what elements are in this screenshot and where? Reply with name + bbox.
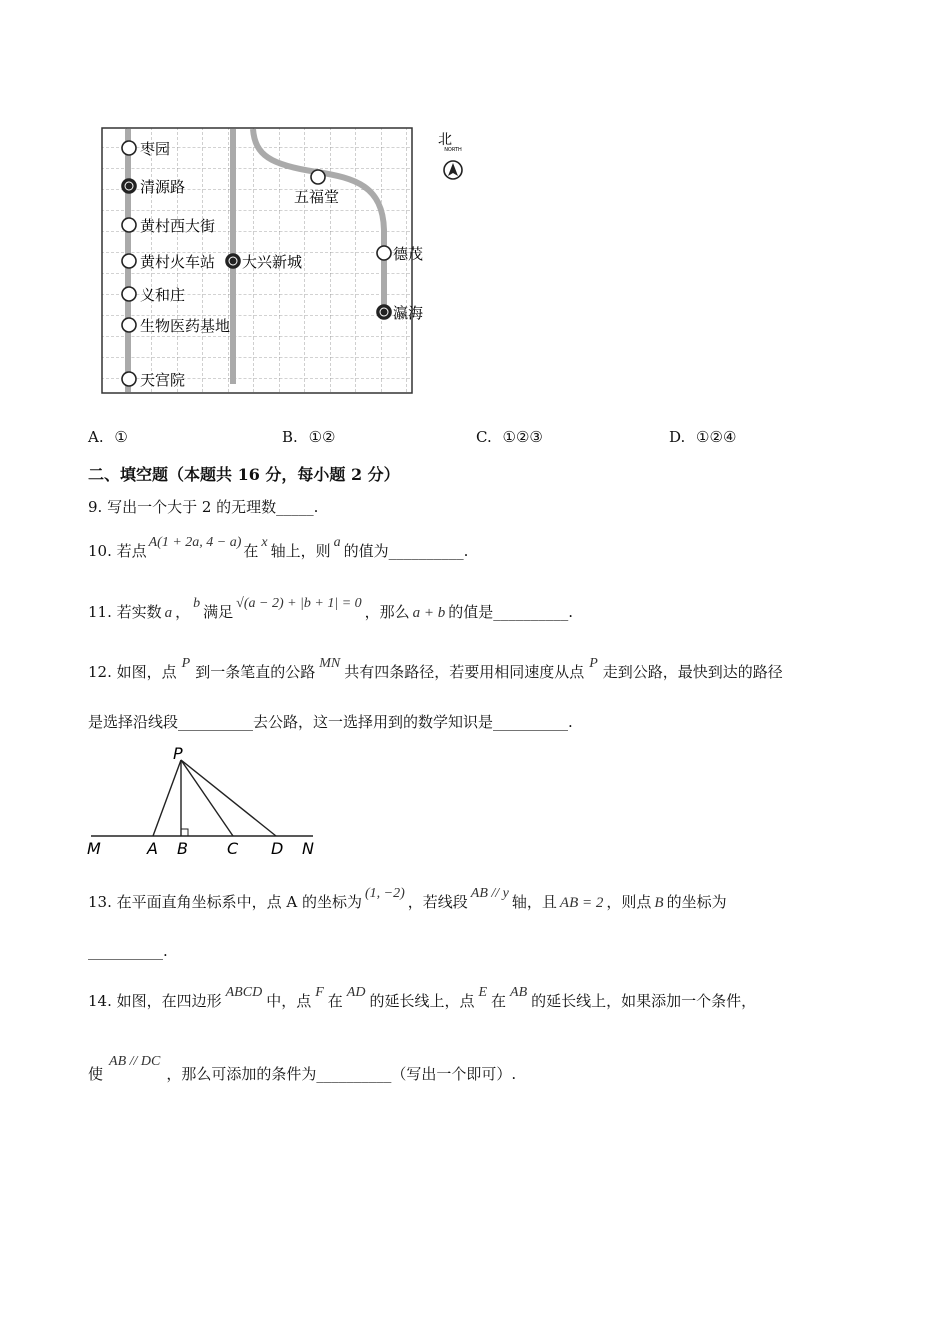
q13-text: ，则点 — [606, 893, 652, 911]
question-12-line2: 是选择沿线段__________去公路，这一选择用到的数学知识是__________. — [88, 713, 573, 731]
q10-point-expr: A(1 + 2a, 4 − a) — [148, 535, 242, 550]
q13-coord-expr: (1, −2) — [365, 886, 405, 901]
station-huangcunhuochezhan — [122, 254, 136, 268]
q11-text: 11. 若实数 — [88, 603, 162, 621]
q14-ad-var: AD — [346, 985, 366, 1000]
option-d-letter: D. — [669, 428, 686, 446]
station-tiangongyuan — [122, 372, 136, 386]
station-shengwuyiyaojidi — [122, 318, 136, 332]
question-14 — [88, 985, 757, 1011]
q12-mn-var: MN — [319, 656, 341, 671]
q14-ab-var: AB — [510, 985, 528, 1000]
q13-text: 的坐标为 — [666, 893, 727, 911]
label-qingyuanlu: 清源路 — [140, 178, 186, 196]
section-header: 二、填空题（本题共 16 分，每小题 2 分） — [88, 465, 400, 484]
question-13 — [88, 886, 727, 912]
option-d — [669, 428, 736, 446]
station-yihezhuang — [122, 287, 136, 301]
q11-equation: √(a − 2) + |b + 1| = 0 — [236, 596, 362, 611]
q10-text: 的值为__________. — [343, 542, 469, 560]
label-d: D — [271, 839, 284, 858]
q12-text: 共有四条路径，若要用相同速度从点 — [344, 663, 585, 681]
station-demao — [377, 246, 391, 260]
q12-text: 到一条笔直的公路 — [195, 663, 316, 681]
option-b — [282, 428, 335, 446]
option-b-text: ①② — [308, 428, 336, 446]
q11-text: ，那么 — [364, 603, 410, 621]
q14-text: ，那么可添加的条件为__________（写出一个即可）. — [166, 1065, 517, 1083]
q13-text: 13. 在平面直角坐标系中，点 A 的坐标为 — [88, 893, 362, 911]
option-c-letter: C. — [476, 428, 492, 446]
label-b: B — [177, 839, 188, 858]
q14-text: 使 — [88, 1065, 104, 1083]
q14-condition-expr: AB // DC — [109, 1054, 161, 1069]
label-c: C — [227, 839, 239, 858]
option-c — [476, 428, 543, 446]
subway-map — [95, 120, 485, 405]
option-d-text: ①②④ — [696, 428, 737, 446]
station-ring — [380, 308, 388, 316]
q12-text: 走到公路，最快到达的路径 — [602, 663, 783, 681]
q11-text: 满足 — [203, 603, 234, 621]
station-ring — [125, 182, 133, 190]
q11-b-var: b — [193, 596, 201, 611]
label-shengwuyiyaojidi: 生物医药基地 — [140, 317, 231, 335]
station-huangcunxidajie — [122, 218, 136, 232]
q11-a-var: a — [164, 605, 173, 621]
question-11 — [88, 596, 574, 622]
station-zaoyuan — [122, 141, 136, 155]
q10-text: 轴上，则 — [270, 542, 331, 560]
north-sublabel: NORTH — [444, 147, 462, 153]
option-b-letter: B. — [282, 428, 298, 446]
label-wufutang: 五福堂 — [294, 188, 340, 206]
figure-12 — [85, 742, 325, 862]
label-daxingxincheng: 大兴新城 — [242, 253, 303, 271]
label-p: P — [173, 744, 183, 763]
q12-p-var: P — [589, 656, 598, 671]
station-ring — [229, 257, 237, 265]
q11-text: 的值是__________. — [448, 603, 574, 621]
station-wufutang — [311, 170, 325, 184]
q14-quad-var: ABCD — [225, 985, 263, 1000]
option-a — [88, 428, 128, 446]
option-a-text: ① — [114, 428, 128, 446]
q14-text: 的延长线上，点 — [369, 992, 475, 1010]
q11-text: ， — [175, 603, 191, 621]
option-c-text: ①②③ — [502, 428, 543, 446]
q12-text: 12. 如图，点 — [88, 663, 177, 681]
q12-p-var: P — [181, 656, 191, 671]
question-12 — [88, 656, 783, 682]
north-arrow-icon — [444, 161, 462, 179]
q13-text: ，若线段 — [407, 893, 468, 911]
q14-text: 在 — [491, 992, 507, 1010]
option-a-letter: A. — [88, 428, 104, 446]
segment-pd — [181, 760, 276, 836]
question-13-line2: __________. — [88, 942, 168, 960]
q10-text: 在 — [243, 542, 259, 560]
q14-text: 14. 如图，在四边形 — [88, 992, 222, 1010]
label-a: A — [147, 839, 158, 858]
label-yinghai: 瀛海 — [393, 304, 424, 322]
q14-e-var: E — [478, 985, 488, 1000]
right-angle-mark — [181, 829, 188, 836]
question-9: 9. 写出一个大于 2 的无理数_____. — [88, 498, 319, 516]
q11-sum-expr: a + b — [412, 605, 446, 621]
q13-length-expr: AB = 2 — [559, 895, 604, 911]
q10-x-var: x — [261, 535, 268, 550]
question-14-line2 — [88, 1054, 517, 1084]
q10-text: 10. 若点 — [88, 542, 147, 560]
q14-text: 在 — [327, 992, 343, 1010]
label-huangcunhuochezhan: 黄村火车站 — [140, 253, 216, 271]
segment-pc — [181, 760, 233, 836]
q13-text: 轴，且 — [511, 893, 557, 911]
label-n: N — [302, 839, 314, 858]
label-tiangongyuan: 天宫院 — [140, 371, 186, 389]
label-demao: 德茂 — [393, 245, 424, 263]
q13-b-var: B — [654, 895, 664, 911]
north-label: 北 — [438, 132, 452, 148]
label-m: M — [87, 839, 101, 858]
q14-text: 的延长线上，如果添加一个条件， — [531, 992, 757, 1010]
label-yihezhuang: 义和庄 — [140, 286, 186, 304]
label-huangcunxidajie: 黄村西大街 — [140, 217, 216, 235]
segment-pa — [153, 760, 181, 836]
question-10 — [88, 535, 469, 561]
q14-text: 中，点 — [266, 992, 312, 1010]
label-zaoyuan: 枣园 — [140, 140, 171, 158]
q14-f-var: F — [315, 985, 324, 1000]
q13-relation-expr: AB // y — [470, 886, 509, 901]
q10-a-var: a — [333, 535, 341, 550]
